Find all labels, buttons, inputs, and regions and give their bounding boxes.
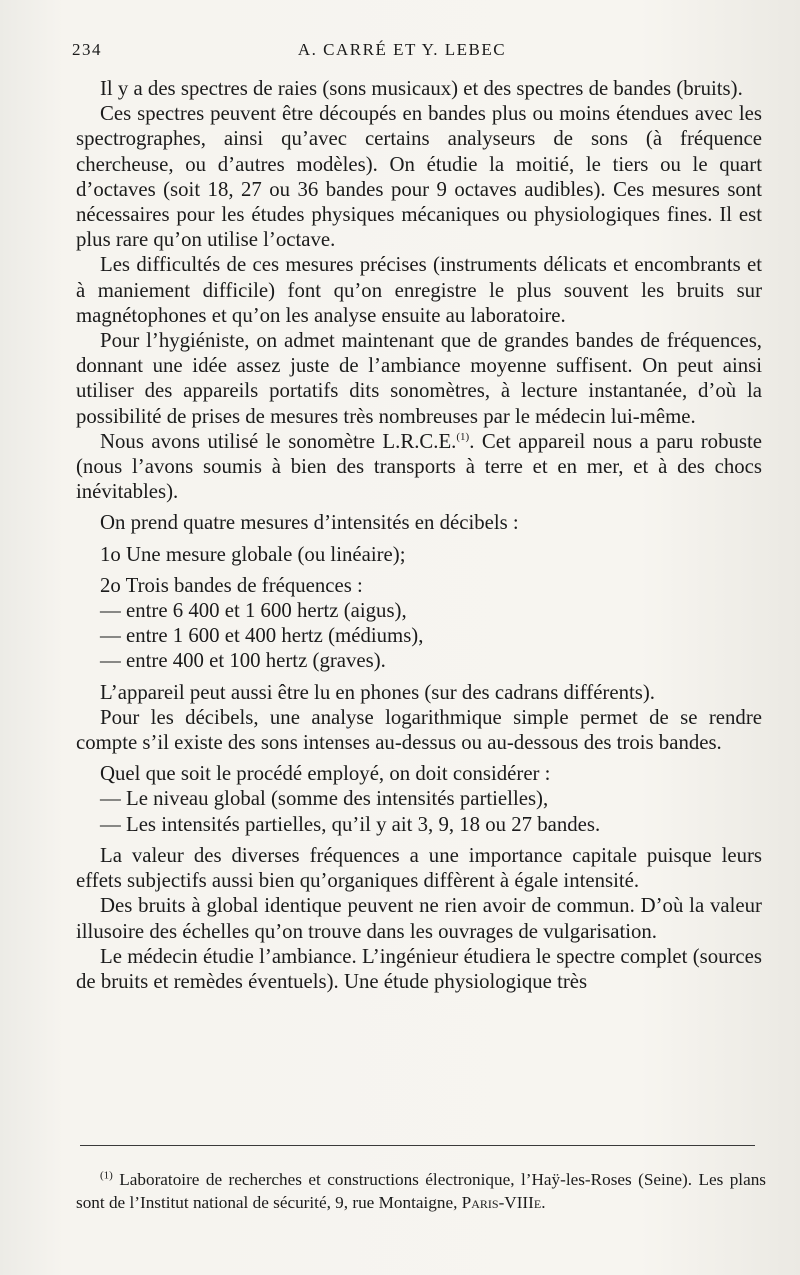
- footnote-marker: (1): [100, 1169, 113, 1182]
- list-item-4: — entre 1 600 et 400 hertz (médiums),: [100, 624, 424, 648]
- paragraph-2: Ces spectres peuvent être découpés en bandes plus ou moins étendues avec les spectrographes, ainsi qu’avec certains analyseurs de sons (à fréquence chercheuse, ou d’autres modèles). On étudie la moitié, le tiers ou le quart d’octaves (soit 18, 27 ou 36 bandes pour 9 octaves audibles). Ces mesures sont nécessaires pour les études physiques mécaniques ou physiologiques fines. Il est plus rare qu’on utilise l’octave.: [76, 102, 762, 252]
- footnote-text: Laboratoire de recherches et constructions électronique, l’Haÿ-les-Roses (Seine). Les plans sont de l’Institut national de sécurité, 9, rue Montaigne,: [76, 1170, 766, 1212]
- paragraph-3: Les difficultés de ces mesures précises (instruments délicats et encombrants et à maniement difficile) font qu’on enregistre le plus souvent les bruits sur magnétophones et qu’on les analyse ensuite au laboratoire.: [76, 253, 762, 327]
- paragraph-8: La valeur des diverses fréquences a une importance capitale puisque leurs effets subjectifs aussi bien qu’organiques diffèrent à égale intensité.: [76, 843, 762, 893]
- paragraph-10: Le médecin étudie l’ambiance. L’ingénieur étudiera le spectre complet (sources de bruits et remèdes éventuels). Une étude physiologique très: [76, 944, 762, 993]
- page-header: [72, 30, 732, 60]
- paragraph-1: Il y a des spectres de raies (sons musicaux) et des spectres de bandes (bruits).: [100, 77, 743, 100]
- list-item-5: — entre 400 et 100 hertz (graves).: [100, 649, 386, 673]
- running-head: A. CARRÉ ET Y. LEBEC: [297, 40, 507, 59]
- list2-item-1: — Le niveau global (somme des intensités partielles),: [100, 787, 549, 811]
- list-intro: On prend quatre mesures d’intensités en décibels :: [100, 511, 519, 535]
- page-number: 234: [72, 40, 102, 59]
- paragraph-6: L’appareil peut aussi être lu en phones (sur des cadrans différents).: [100, 680, 655, 704]
- paragraph-4: Pour l’hygiéniste, on admet maintenant que de grandes bandes de fréquences, donnant une idée assez juste de l’ambiance moyenne suffisent. On peut ainsi utiliser des appareils portatifs dits sonomètres, à lecture instantanée, d’où la possibilité de prises de mesures très nombreuses par le médecin lui-même.: [76, 329, 762, 428]
- footnote-city: Paris-VIIIe.: [461, 1193, 546, 1212]
- footnote-reference: (1): [456, 430, 470, 443]
- body-text: [76, 76, 762, 994]
- list-item-3: — entre 6 400 et 1 600 hertz (aigus),: [100, 599, 407, 623]
- paragraph-5-end: . Cet appareil nous a paru robuste (nous l’avons soumis à bien des transports à terre et en mer, et à des chocs inévitables).: [76, 429, 762, 504]
- list-item-1: 1o Une mesure globale (ou linéaire);: [100, 542, 406, 566]
- footnote: [76, 1168, 766, 1214]
- paragraph-5-start: Nous avons utilisé le sonomètre L.R.C.E.: [100, 429, 457, 453]
- paragraph-9: Des bruits à global identique peuvent ne rien avoir de commun. D’où la valeur illusoire des échelles qu’on trouve dans les ouvrages de vulgarisation.: [76, 894, 762, 943]
- list2-intro: Quel que soit le procédé employé, on doit considérer :: [100, 762, 551, 786]
- footnote-rule: [80, 1145, 755, 1146]
- paragraph-5: [76, 429, 762, 505]
- paragraph-7: Pour les décibels, une analyse logarithmique simple permet de se rendre compte s’il existe des sons intenses au-dessus ou au-dessous des trois bandes.: [76, 705, 762, 755]
- list2-item-2: — Les intensités partielles, qu’il y ait 3, 9, 18 ou 27 bandes.: [100, 812, 601, 836]
- list-item-2: 2o Trois bandes de fréquences :: [100, 573, 363, 597]
